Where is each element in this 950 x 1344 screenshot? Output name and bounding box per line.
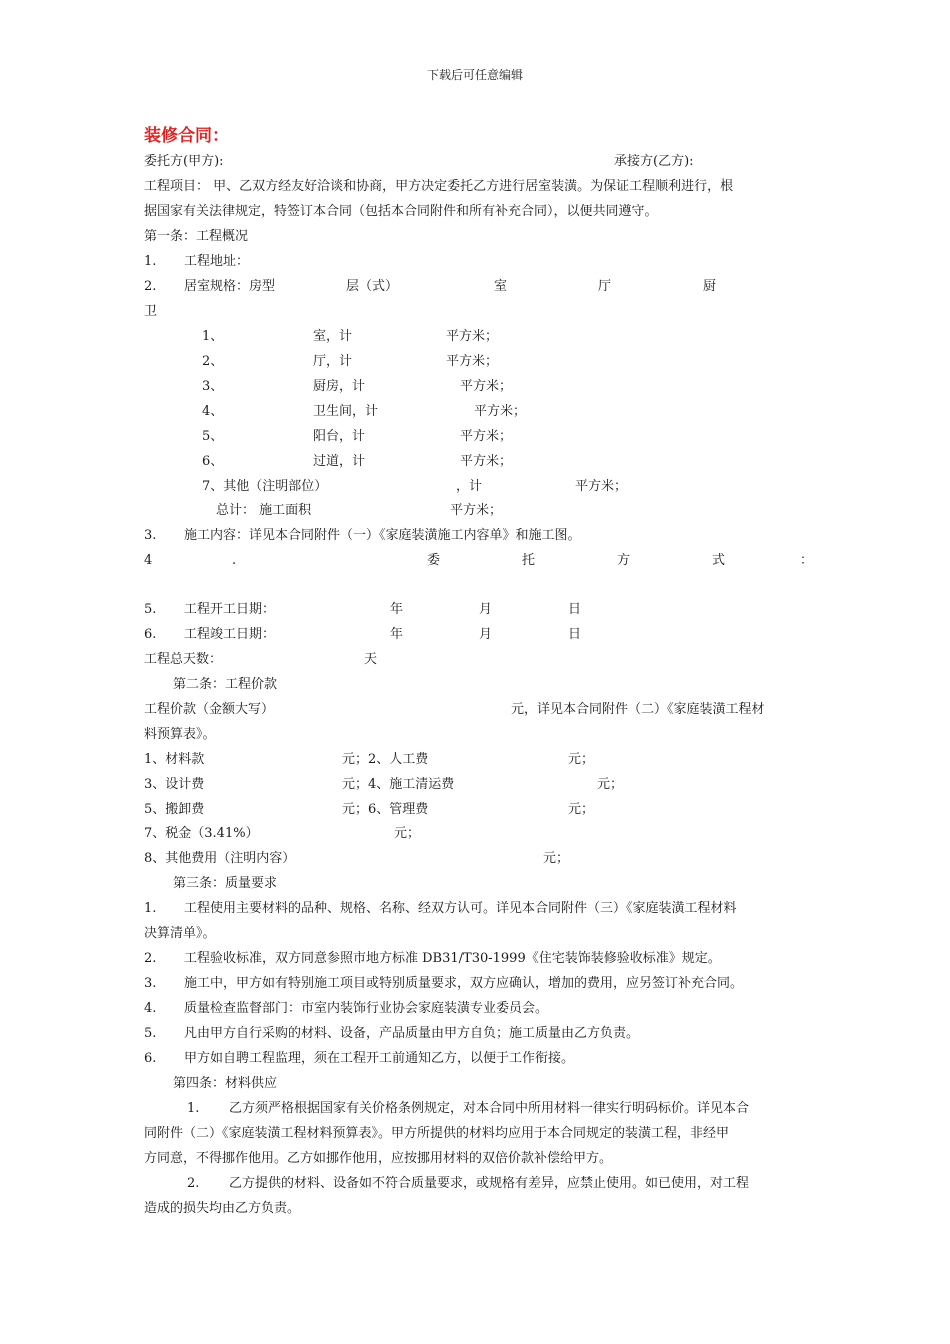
total-days-label: 工程总天数： bbox=[144, 652, 223, 667]
material-item: 乙方须严格根据国家有关价格条例规定，对本合同中所用材料一律实行明码标价。详见本合 bbox=[229, 1101, 750, 1116]
fee-label: 元；4、施工清运费 bbox=[342, 777, 455, 792]
commission-dot: . bbox=[232, 553, 237, 568]
year-label: 年 bbox=[390, 627, 404, 642]
fee-unit: 元； bbox=[568, 802, 595, 817]
room-number: 1、 bbox=[202, 329, 224, 344]
address-label: 工程地址： bbox=[184, 254, 250, 269]
room-name: 阳台，计 bbox=[313, 429, 366, 444]
item-number: 5. bbox=[144, 1026, 157, 1041]
fee-label: 1、材料款 bbox=[144, 752, 205, 767]
article-2-title: 第二条：工程价款 bbox=[173, 677, 278, 692]
fee-label: 元；6、管理费 bbox=[342, 802, 429, 817]
item-number: 1. bbox=[187, 1101, 200, 1116]
fee-unit: 元； bbox=[394, 826, 421, 841]
item-number: 2. bbox=[144, 279, 157, 294]
item-number: 3. bbox=[144, 976, 157, 991]
item-number: 4 bbox=[144, 553, 153, 568]
quality-item: 施工中，甲方如有特别施工项目或特别质量要求，双方应确认，增加的费用，应另签订补充合同。 bbox=[184, 976, 744, 991]
contract-title: 装修合同： bbox=[144, 126, 229, 146]
room-spec-bath: 卫 bbox=[144, 304, 158, 319]
end-date-label: 工程竣工日期： bbox=[184, 627, 276, 642]
article-4-title: 第四条：材料供应 bbox=[173, 1076, 278, 1091]
intro-line-1: 工程项目： 甲、乙双方经友好洽谈和协商，甲方决定委托乙方进行居室装潢。为保证工程顺利进行，根 bbox=[144, 179, 734, 194]
item-number: 1. bbox=[144, 254, 157, 269]
party-b-label: 承接方(乙方): bbox=[614, 154, 694, 169]
fee-label: 7、税金（3.41%） bbox=[144, 826, 259, 841]
room-other-label: 7、其他（注明部位） bbox=[202, 479, 328, 494]
commission-char: 方 bbox=[617, 553, 631, 568]
day-label: 日 bbox=[568, 602, 582, 617]
intro-line-2: 据国家有关法律规定，特签订本合同（包括本合同附件和所有补充合同），以便共同遵守。 bbox=[144, 204, 658, 219]
quality-item: 工程验收标准，双方同意参照市地方标准 DB31/T30-1999《住宅装饰装修验收标准》规定。 bbox=[184, 951, 721, 966]
page-header: 下载后可任意编辑 bbox=[426, 68, 523, 82]
material-item-cont: 同附件（二）《家庭装潢工程材料预算表》。甲方所提供的材料均应用于本合同规定的装潢工程，非经甲 bbox=[144, 1126, 730, 1141]
room-number: 3、 bbox=[202, 379, 224, 394]
fee-label: 元；2、人工费 bbox=[342, 752, 429, 767]
commission-colon: ： bbox=[800, 553, 814, 568]
room-unit: 平方米； bbox=[446, 354, 499, 369]
item-number: 2. bbox=[187, 1176, 200, 1191]
quality-item: 质量检查监督部门：市室内装饰行业协会家庭装潢专业委员会。 bbox=[184, 1001, 549, 1016]
commission-char: 委 bbox=[427, 553, 441, 568]
item-number: 5. bbox=[144, 602, 157, 617]
room-unit: 平方米； bbox=[446, 329, 499, 344]
item-number: 4. bbox=[144, 1001, 157, 1016]
room-other-ji: ，计 bbox=[456, 479, 483, 494]
price-line-2: 料预算表》。 bbox=[144, 727, 216, 742]
fee-unit: 元； bbox=[568, 752, 595, 767]
day-label: 日 bbox=[568, 627, 582, 642]
room-spec-room: 室 bbox=[494, 279, 508, 294]
room-spec-label: 居室规格：房型 bbox=[184, 279, 276, 294]
room-name: 厨房，计 bbox=[313, 379, 366, 394]
room-unit: 平方米； bbox=[460, 454, 513, 469]
total-area-label: 总计： 施工面积 bbox=[216, 503, 312, 518]
year-label: 年 bbox=[390, 602, 404, 617]
material-item-cont: 造成的损失均由乙方负责。 bbox=[144, 1201, 301, 1216]
material-item: 乙方提供的材料、设备如不符合质量要求，或规格有差异，应禁止使用。如已使用，对工程 bbox=[229, 1176, 750, 1191]
fee-label: 3、设计费 bbox=[144, 777, 205, 792]
room-name: 过道，计 bbox=[313, 454, 366, 469]
commission-char: 式 bbox=[712, 553, 726, 568]
start-date-label: 工程开工日期： bbox=[184, 602, 276, 617]
month-label: 月 bbox=[479, 602, 493, 617]
room-number: 5、 bbox=[202, 429, 224, 444]
article-1-title: 第一条：工程概况 bbox=[144, 229, 249, 244]
quality-item-cont: 决算清单》。 bbox=[144, 926, 216, 941]
total-area-unit: 平方米； bbox=[450, 503, 503, 518]
quality-item: 甲方如自聘工程监理，须在工程开工前通知乙方，以便于工作衔接。 bbox=[184, 1051, 575, 1066]
room-spec-hall: 厅 bbox=[598, 279, 612, 294]
room-unit: 平方米； bbox=[460, 379, 513, 394]
item-number: 2. bbox=[144, 951, 157, 966]
fee-label: 8、其他费用（注明内容） bbox=[144, 851, 296, 866]
item-number: 3. bbox=[144, 528, 157, 543]
month-label: 月 bbox=[479, 627, 493, 642]
room-name: 室，计 bbox=[313, 329, 353, 344]
work-content: 施工内容：详见本合同附件（一）《家庭装潢施工内容单》和施工图。 bbox=[184, 528, 581, 543]
total-days-unit: 天 bbox=[364, 652, 378, 667]
article-3-title: 第三条：质量要求 bbox=[173, 876, 278, 891]
item-number: 6. bbox=[144, 1051, 157, 1066]
room-name: 厅，计 bbox=[313, 354, 353, 369]
fee-unit: 元； bbox=[543, 851, 570, 866]
room-other-unit: 平方米； bbox=[575, 479, 628, 494]
room-number: 4、 bbox=[202, 404, 224, 419]
price-label: 工程价款（金额大写） bbox=[144, 702, 275, 717]
room-number: 2、 bbox=[202, 354, 224, 369]
commission-char: 托 bbox=[522, 553, 536, 568]
room-spec-floor: 层（式） bbox=[346, 279, 399, 294]
room-name: 卫生间，计 bbox=[313, 404, 379, 419]
party-a-label: 委托方(甲方): bbox=[144, 154, 224, 169]
room-spec-kitchen: 厨 bbox=[703, 279, 717, 294]
room-unit: 平方米； bbox=[474, 404, 527, 419]
item-number: 1. bbox=[144, 901, 157, 916]
fee-unit: 元； bbox=[597, 777, 624, 792]
room-unit: 平方米； bbox=[460, 429, 513, 444]
fee-label: 5、搬卸费 bbox=[144, 802, 205, 817]
quality-item: 工程使用主要材料的品种、规格、名称、经双方认可。详见本合同附件（三）《家庭装潢工程材料 bbox=[184, 901, 737, 916]
material-item-cont: 方同意，不得挪作他用。乙方如挪作他用，应按挪用材料的双倍价款补偿给甲方。 bbox=[144, 1151, 613, 1166]
room-number: 6、 bbox=[202, 454, 224, 469]
quality-item: 凡由甲方自行采购的材料、设备，产品质量由甲方自负；施工质量由乙方负责。 bbox=[184, 1026, 640, 1041]
item-number: 6. bbox=[144, 627, 157, 642]
price-tail: 元，详见本合同附件（二）《家庭装潢工程材 bbox=[511, 702, 765, 717]
